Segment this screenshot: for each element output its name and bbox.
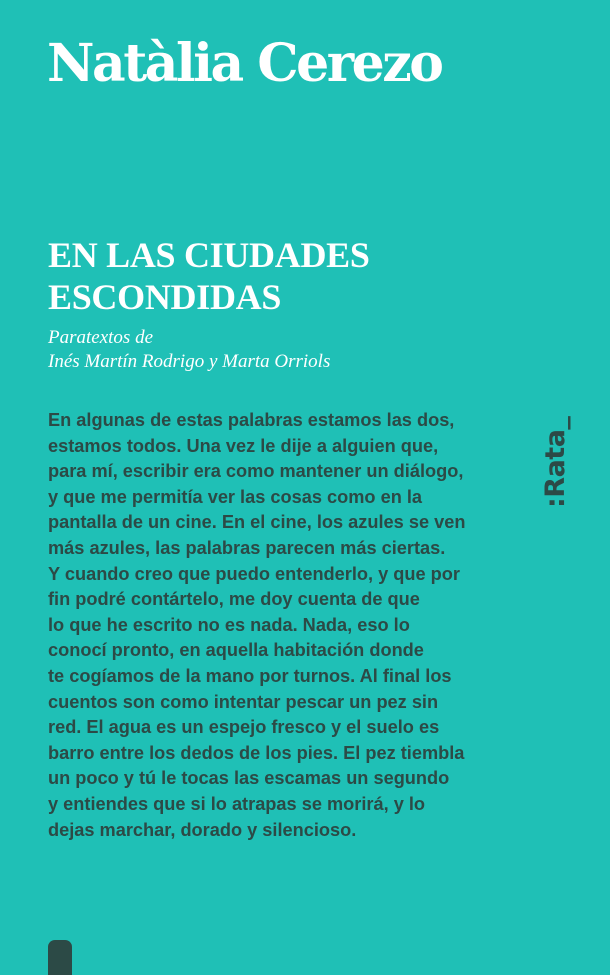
blurb-line: pantalla de un cine. En el cine, los azules se ven [48, 512, 466, 533]
blurb-line: estamos todos. Una vez le dije a alguien que, [48, 435, 439, 456]
blurb-line: barro entre los dedos de los pies. El pez tiembla [48, 742, 465, 763]
publisher-logo: :Rata_ [540, 416, 571, 508]
blurb-line: lo que he escrito no es nada. Nada, eso lo [48, 614, 410, 635]
blurb-line: fin podré contártelo, me doy cuenta de que [48, 589, 420, 610]
blurb-line: Y cuando creo que puedo entenderlo, y que por [48, 563, 460, 584]
book-title-line: EN LAS CIUDADES [48, 235, 370, 275]
blurb-line: y que me permitía ver las cosas como en la [48, 486, 423, 507]
blurb-line: y entiendes que si lo atrapas se morirá, y lo [48, 793, 426, 814]
blurb-line: para mí, escribir era como mantener un diálogo, [48, 461, 464, 482]
paratext-line: Inés Martín Rodrigo y Marta Orriols [48, 351, 331, 372]
blurb-line: En algunas de estas palabras estamos las dos, [48, 410, 455, 430]
blurb-line: te cogíamos de la mano por turnos. Al final los [48, 665, 452, 686]
book-title-line: ESCONDIDAS [48, 277, 282, 317]
paratext-credit [48, 326, 330, 374]
bookmark-tab [48, 940, 72, 975]
cover-blurb [48, 408, 493, 843]
blurb-line: conocí pronto, en aquella habitación donde [48, 640, 424, 661]
blurb-line: dejas marchar, dorado y silencioso. [48, 819, 357, 840]
blurb-line: más azules, las palabras parecen más ciertas. [48, 537, 446, 558]
book-title [48, 234, 370, 318]
blurb-line: un poco y tú le tocas las escamas un segundo [48, 768, 450, 789]
author-name: Natàlia Cerezo [47, 33, 442, 94]
paratext-line: Paratextos de [48, 327, 154, 348]
blurb-line: cuentos son como intentar pescar un pez sin [48, 691, 439, 712]
blurb-line: red. El agua es un espejo fresco y el suelo es [48, 717, 440, 738]
